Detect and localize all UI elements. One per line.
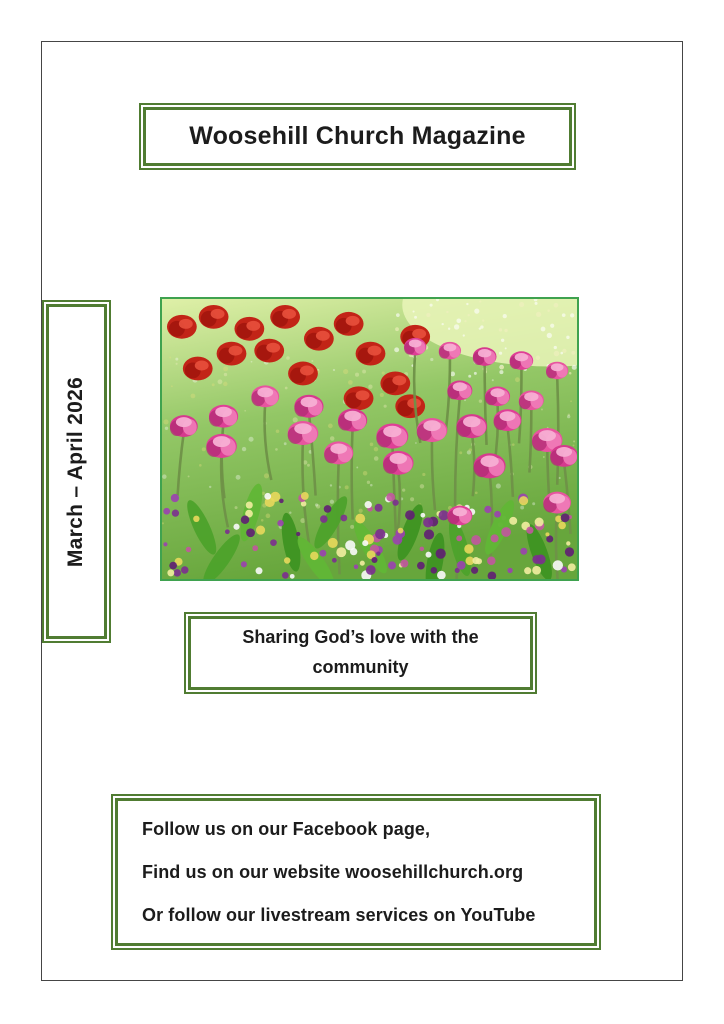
magazine-title: Woosehill Church Magazine	[143, 107, 572, 166]
magazine-title-box	[139, 103, 576, 170]
tagline-text: Sharing God’s love with the community	[188, 616, 533, 690]
tagline-box	[184, 612, 537, 694]
issue-date-label: March – April 2026	[64, 376, 88, 567]
tulip-photo	[160, 297, 579, 581]
issue-date-box	[42, 300, 111, 643]
footer-line-website: Find us on our website woosehillchurch.org	[142, 861, 524, 882]
footer-line-youtube: Or follow our livestream services on YouTube	[142, 904, 536, 925]
tulip-photo-svg	[162, 299, 577, 579]
footer-box	[111, 794, 601, 950]
footer-line-facebook: Follow us on our Facebook page,	[142, 818, 431, 839]
